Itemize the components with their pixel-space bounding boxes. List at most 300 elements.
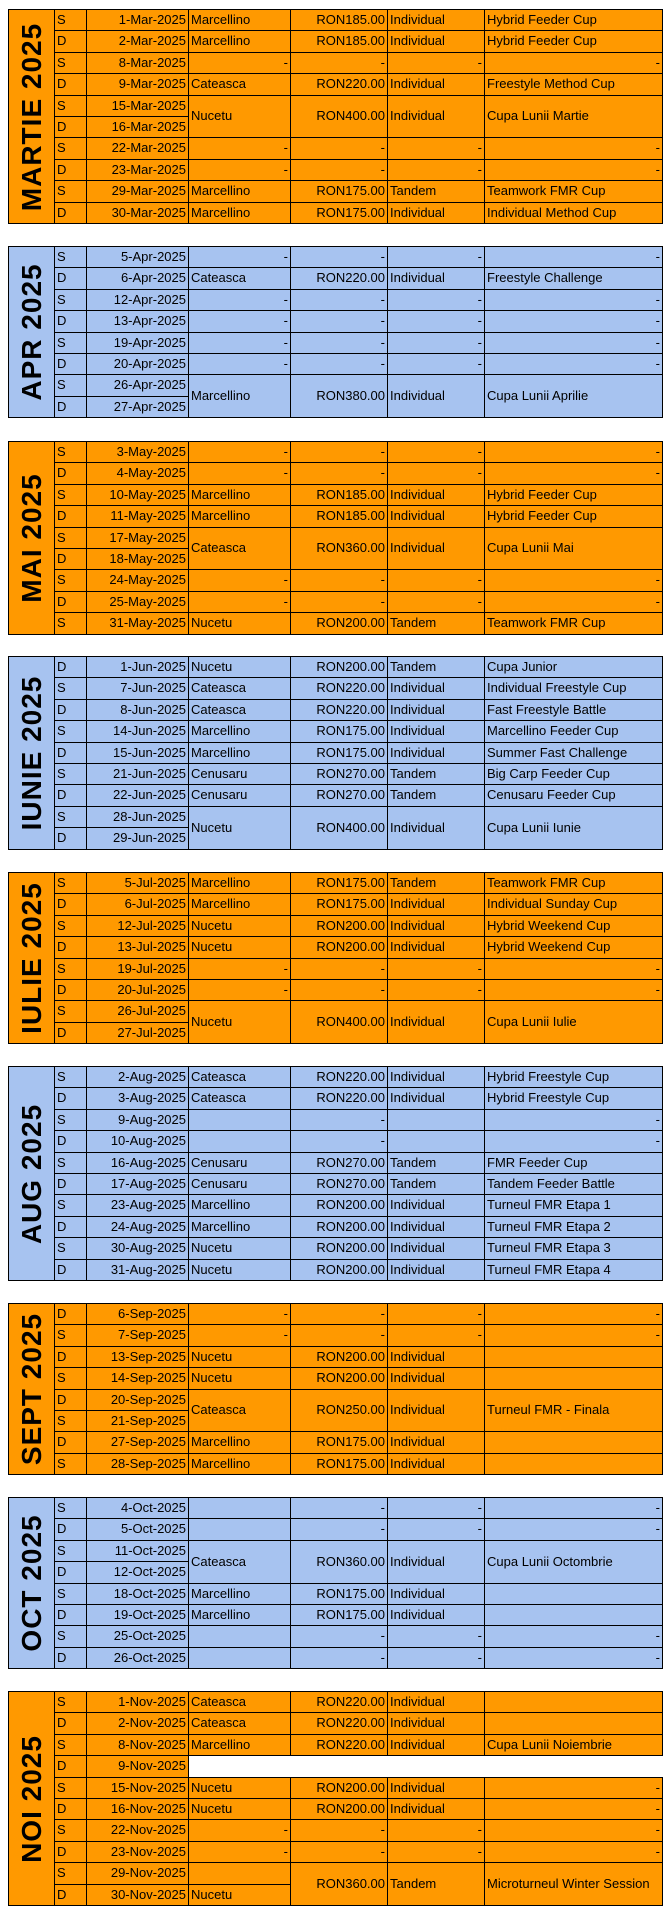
event-cell: Cenusaru Feeder Cup	[485, 785, 663, 806]
day-cell: S	[55, 806, 87, 827]
fee-cell: RON400.00	[291, 95, 388, 138]
event-cell: Teamwork FMR Cup	[485, 873, 663, 894]
table-row	[9, 1131, 663, 1152]
table-row	[9, 613, 663, 634]
event-cell: -	[485, 1498, 663, 1519]
type-cell: Individual	[388, 1799, 485, 1820]
location-cell: Nucetu	[189, 806, 291, 849]
date-cell: 11-Oct-2025	[87, 1540, 189, 1561]
schedule-table	[8, 1066, 663, 1281]
location-cell: Cateasca	[189, 268, 291, 289]
table-row	[9, 1109, 663, 1130]
event-cell	[485, 1713, 663, 1734]
table-row	[9, 1346, 663, 1367]
location-cell: -	[189, 1325, 291, 1346]
table-row	[9, 591, 663, 612]
event-cell: -	[485, 1131, 663, 1152]
table-row	[9, 721, 663, 742]
event-cell: Cupa Lunii Iunie	[485, 806, 663, 849]
fee-cell: RON175.00	[291, 1432, 388, 1453]
day-cell: S	[55, 1109, 87, 1130]
date-cell: 10-May-2025	[87, 484, 189, 505]
fee-cell: RON185.00	[291, 31, 388, 52]
day-cell: S	[55, 484, 87, 505]
table-row	[9, 1820, 663, 1841]
date-cell: 16-Nov-2025	[87, 1799, 189, 1820]
location-cell: Marcellino	[189, 894, 291, 915]
day-cell: S	[55, 1238, 87, 1259]
location-cell	[189, 1109, 291, 1130]
table-row	[9, 1216, 663, 1237]
location-cell: Nucetu	[189, 1259, 291, 1280]
month-block	[8, 1497, 662, 1669]
date-cell: 3-Aug-2025	[87, 1088, 189, 1109]
type-cell: Individual	[388, 31, 485, 52]
type-cell: Individual	[388, 1067, 485, 1088]
table-row	[9, 1647, 663, 1668]
fee-cell: -	[291, 354, 388, 375]
day-cell: D	[55, 1216, 87, 1237]
table-row	[9, 1626, 663, 1647]
location-cell: Cateasca	[189, 678, 291, 699]
event-cell: -	[485, 1777, 663, 1798]
event-cell	[485, 1368, 663, 1389]
day-cell: D	[55, 202, 87, 223]
table-row	[9, 1453, 663, 1474]
day-cell: D	[55, 894, 87, 915]
event-cell: Hybrid Feeder Cup	[485, 10, 663, 31]
date-cell: 27-Sep-2025	[87, 1432, 189, 1453]
day-cell: S	[55, 678, 87, 699]
fee-cell: RON270.00	[291, 1174, 388, 1195]
location-cell: -	[189, 289, 291, 310]
date-cell: 29-Jun-2025	[87, 828, 189, 849]
table-row	[9, 678, 663, 699]
day-cell: S	[55, 138, 87, 159]
month-label	[9, 1498, 55, 1669]
fee-cell: -	[291, 570, 388, 591]
day-cell: S	[55, 1067, 87, 1088]
type-cell: Individual	[388, 375, 485, 418]
month-title: SEPT 2025	[15, 1313, 47, 1466]
fee-cell: -	[291, 958, 388, 979]
table-row	[9, 74, 663, 95]
fee-cell: RON360.00	[291, 1540, 388, 1583]
fee-cell: RON175.00	[291, 742, 388, 763]
location-cell: -	[189, 332, 291, 353]
month-label	[9, 247, 55, 418]
event-cell: FMR Feeder Cup	[485, 1152, 663, 1173]
date-cell: 12-Jul-2025	[87, 915, 189, 936]
event-cell: -	[485, 570, 663, 591]
table-row	[9, 1174, 663, 1195]
event-cell: -	[485, 332, 663, 353]
month-label	[9, 10, 55, 224]
table-row	[9, 570, 663, 591]
type-cell: -	[388, 1325, 485, 1346]
location-cell	[189, 1647, 291, 1668]
event-cell: -	[485, 1647, 663, 1668]
date-cell: 5-Apr-2025	[87, 247, 189, 268]
location-cell: -	[189, 354, 291, 375]
fee-cell: -	[291, 1626, 388, 1647]
month-label	[9, 657, 55, 850]
event-cell: Big Carp Feeder Cup	[485, 764, 663, 785]
schedule-table	[8, 872, 663, 1044]
date-cell: 29-Nov-2025	[87, 1863, 189, 1884]
date-cell: 23-Aug-2025	[87, 1195, 189, 1216]
type-cell: -	[388, 1498, 485, 1519]
day-cell: D	[55, 117, 87, 138]
date-cell: 4-Oct-2025	[87, 1498, 189, 1519]
date-cell: 21-Jun-2025	[87, 764, 189, 785]
day-cell: D	[55, 657, 87, 678]
location-cell	[189, 1498, 291, 1519]
table-row	[9, 527, 663, 548]
event-cell: Cupa Lunii Mai	[485, 527, 663, 570]
event-cell: Turneul FMR Etapa 3	[485, 1238, 663, 1259]
fee-cell: RON360.00	[291, 527, 388, 570]
date-cell: 30-Nov-2025	[87, 1884, 189, 1905]
type-cell: -	[388, 1304, 485, 1325]
table-row	[9, 1498, 663, 1519]
fee-cell: RON185.00	[291, 506, 388, 527]
location-cell: Nucetu	[189, 1368, 291, 1389]
month-label	[9, 1692, 55, 1906]
location-cell: -	[189, 1304, 291, 1325]
event-cell: -	[485, 289, 663, 310]
month-label	[9, 873, 55, 1044]
event-cell: -	[485, 1325, 663, 1346]
table-row	[9, 1304, 663, 1325]
day-cell: S	[55, 1453, 87, 1474]
type-cell: Individual	[388, 10, 485, 31]
schedule-table	[8, 1691, 663, 1906]
date-cell: 26-Oct-2025	[87, 1647, 189, 1668]
date-cell: 30-Mar-2025	[87, 202, 189, 223]
location-cell: Marcellino	[189, 484, 291, 505]
date-cell: 18-May-2025	[87, 549, 189, 570]
day-cell: S	[55, 1152, 87, 1173]
location-cell: Marcellino	[189, 181, 291, 202]
day-cell: D	[55, 1389, 87, 1410]
event-cell: Teamwork FMR Cup	[485, 181, 663, 202]
day-cell: S	[55, 332, 87, 353]
table-row	[9, 332, 663, 353]
fee-cell: RON220.00	[291, 1088, 388, 1109]
schedule-table	[8, 246, 663, 418]
event-cell: -	[485, 1799, 663, 1820]
type-cell: -	[388, 442, 485, 463]
location-cell: -	[189, 138, 291, 159]
fee-cell: -	[291, 52, 388, 73]
event-cell: -	[485, 1304, 663, 1325]
date-cell: 7-Jun-2025	[87, 678, 189, 699]
date-cell: 18-Oct-2025	[87, 1583, 189, 1604]
table-row	[9, 375, 663, 396]
type-cell: -	[388, 1820, 485, 1841]
date-cell: 2-Mar-2025	[87, 31, 189, 52]
day-cell: S	[55, 1626, 87, 1647]
fee-cell: RON200.00	[291, 1777, 388, 1798]
event-cell: Cupa Lunii Iulie	[485, 1001, 663, 1044]
type-cell: Tandem	[388, 613, 485, 634]
fee-cell: -	[291, 1820, 388, 1841]
date-cell: 22-Nov-2025	[87, 1820, 189, 1841]
event-cell: Hybrid Feeder Cup	[485, 484, 663, 505]
date-cell: 25-Oct-2025	[87, 1626, 189, 1647]
location-cell: Cateasca	[189, 527, 291, 570]
table-row	[9, 1088, 663, 1109]
location-cell: Nucetu	[189, 657, 291, 678]
day-cell: S	[55, 442, 87, 463]
fee-cell: RON175.00	[291, 181, 388, 202]
fee-cell: RON175.00	[291, 721, 388, 742]
type-cell: -	[388, 1647, 485, 1668]
day-cell: S	[55, 375, 87, 396]
table-row	[9, 742, 663, 763]
event-cell: Cupa Lunii Octombrie	[485, 1540, 663, 1583]
type-cell: Tandem	[388, 181, 485, 202]
table-row	[9, 159, 663, 180]
table-row	[9, 484, 663, 505]
table-row	[9, 202, 663, 223]
month-title: MARTIE 2025	[15, 22, 47, 211]
day-cell: D	[55, 506, 87, 527]
event-cell: Tandem Feeder Battle	[485, 1174, 663, 1195]
type-cell: Individual	[388, 721, 485, 742]
event-cell: -	[485, 1626, 663, 1647]
fee-cell: RON175.00	[291, 873, 388, 894]
date-cell: 7-Sep-2025	[87, 1325, 189, 1346]
event-cell: Hybrid Weekend Cup	[485, 937, 663, 958]
location-cell: Marcellino	[189, 202, 291, 223]
location-cell: Marcellino	[189, 375, 291, 418]
event-cell: Microturneul Winter Session	[485, 1863, 663, 1906]
table-row	[9, 268, 663, 289]
type-cell: -	[388, 138, 485, 159]
type-cell: Individual	[388, 1583, 485, 1604]
schedule-table	[8, 1497, 663, 1669]
date-cell: 9-Mar-2025	[87, 74, 189, 95]
location-cell: Nucetu	[189, 937, 291, 958]
table-row	[9, 1238, 663, 1259]
location-cell: Nucetu	[189, 1346, 291, 1367]
type-cell: Individual	[388, 74, 485, 95]
date-cell: 20-Apr-2025	[87, 354, 189, 375]
type-cell: Individual	[388, 202, 485, 223]
fee-cell: -	[291, 463, 388, 484]
date-cell: 14-Sep-2025	[87, 1368, 189, 1389]
event-cell: Individual Freestyle Cup	[485, 678, 663, 699]
location-cell: -	[189, 52, 291, 73]
date-cell: 20-Jul-2025	[87, 980, 189, 1001]
day-cell: S	[55, 958, 87, 979]
table-row	[9, 1368, 663, 1389]
type-cell: Individual	[388, 1088, 485, 1109]
month-title: NOI 2025	[15, 1734, 47, 1863]
fee-cell: RON400.00	[291, 806, 388, 849]
event-cell: Fast Freestyle Battle	[485, 699, 663, 720]
location-cell: Cenusaru	[189, 764, 291, 785]
type-cell	[388, 1131, 485, 1152]
table-row	[9, 247, 663, 268]
table-row	[9, 785, 663, 806]
fee-cell: -	[291, 442, 388, 463]
event-cell: -	[485, 442, 663, 463]
table-row	[9, 1067, 663, 1088]
date-cell: 30-Aug-2025	[87, 1238, 189, 1259]
date-cell: 28-Sep-2025	[87, 1453, 189, 1474]
day-cell: D	[55, 463, 87, 484]
event-cell: -	[485, 247, 663, 268]
date-cell: 19-Apr-2025	[87, 332, 189, 353]
date-cell: 13-Jul-2025	[87, 937, 189, 958]
date-cell: 2-Nov-2025	[87, 1713, 189, 1734]
day-cell: D	[55, 591, 87, 612]
event-cell	[485, 1692, 663, 1713]
event-cell: -	[485, 1841, 663, 1862]
day-cell: D	[55, 31, 87, 52]
month-title: AUG 2025	[15, 1103, 47, 1244]
fee-cell: RON200.00	[291, 1238, 388, 1259]
fee-cell: RON220.00	[291, 1713, 388, 1734]
day-cell: S	[55, 52, 87, 73]
date-cell: 1-Jun-2025	[87, 657, 189, 678]
location-cell: Marcellino	[189, 1605, 291, 1626]
date-cell: 8-Mar-2025	[87, 52, 189, 73]
fee-cell: RON270.00	[291, 764, 388, 785]
event-cell: Summer Fast Challenge	[485, 742, 663, 763]
month-label	[9, 1067, 55, 1281]
fee-cell: -	[291, 1131, 388, 1152]
table-row	[9, 10, 663, 31]
location-cell: Marcellino	[189, 1453, 291, 1474]
fee-cell: -	[291, 1519, 388, 1540]
day-cell: S	[55, 10, 87, 31]
type-cell: -	[388, 52, 485, 73]
month-block	[8, 1691, 662, 1906]
location-cell: Marcellino	[189, 1216, 291, 1237]
event-cell: Hybrid Weekend Cup	[485, 915, 663, 936]
day-cell: S	[55, 1498, 87, 1519]
day-cell: S	[55, 721, 87, 742]
location-cell: Cateasca	[189, 1088, 291, 1109]
table-row	[9, 1841, 663, 1862]
type-cell: Individual	[388, 506, 485, 527]
table-row	[9, 1734, 663, 1755]
location-cell: Nucetu	[189, 1777, 291, 1798]
event-cell: Individual Method Cup	[485, 202, 663, 223]
date-cell: 15-Mar-2025	[87, 95, 189, 116]
date-cell: 26-Apr-2025	[87, 375, 189, 396]
table-row	[9, 1692, 663, 1713]
day-cell: S	[55, 873, 87, 894]
type-cell: Tandem	[388, 657, 485, 678]
type-cell: Individual	[388, 1389, 485, 1432]
event-cell: Freestyle Method Cup	[485, 74, 663, 95]
type-cell: -	[388, 159, 485, 180]
location-cell: -	[189, 980, 291, 1001]
event-cell: Turneul FMR - Finala	[485, 1389, 663, 1432]
event-cell: -	[485, 354, 663, 375]
type-cell: Individual	[388, 1259, 485, 1280]
day-cell: S	[55, 289, 87, 310]
table-row	[9, 1325, 663, 1346]
type-cell: -	[388, 1519, 485, 1540]
fee-cell: RON200.00	[291, 937, 388, 958]
day-cell: D	[55, 980, 87, 1001]
date-cell: 6-Apr-2025	[87, 268, 189, 289]
day-cell: D	[55, 396, 87, 417]
fee-cell: RON175.00	[291, 202, 388, 223]
day-cell: D	[55, 159, 87, 180]
event-cell: -	[485, 52, 663, 73]
event-cell: Cupa Junior	[485, 657, 663, 678]
month-label	[9, 442, 55, 635]
date-cell: 8-Nov-2025	[87, 1734, 189, 1755]
location-cell: Cateasca	[189, 1692, 291, 1713]
event-cell: -	[485, 1109, 663, 1130]
table-row	[9, 463, 663, 484]
day-cell: S	[55, 1540, 87, 1561]
date-cell: 27-Apr-2025	[87, 396, 189, 417]
type-cell: -	[388, 332, 485, 353]
location-cell: -	[189, 958, 291, 979]
schedule-table	[8, 441, 663, 635]
fee-cell: RON175.00	[291, 1605, 388, 1626]
fee-cell: RON200.00	[291, 1346, 388, 1367]
month-block	[8, 9, 662, 224]
day-cell: D	[55, 1174, 87, 1195]
location-cell: Cateasca	[189, 1540, 291, 1583]
type-cell: Individual	[388, 742, 485, 763]
day-cell: S	[55, 1734, 87, 1755]
fee-cell: RON200.00	[291, 1195, 388, 1216]
location-cell: Nucetu	[189, 1799, 291, 1820]
day-cell: S	[55, 181, 87, 202]
day-cell: D	[55, 1131, 87, 1152]
type-cell: Individual	[388, 268, 485, 289]
table-row	[9, 1519, 663, 1540]
table-row	[9, 506, 663, 527]
day-cell: S	[55, 1777, 87, 1798]
event-cell	[485, 1583, 663, 1604]
type-cell: -	[388, 980, 485, 1001]
type-cell: -	[388, 354, 485, 375]
fee-cell: RON220.00	[291, 678, 388, 699]
day-cell: S	[55, 1692, 87, 1713]
location-cell: -	[189, 1841, 291, 1862]
event-cell: Hybrid Freestyle Cup	[485, 1067, 663, 1088]
date-cell: 28-Jun-2025	[87, 806, 189, 827]
date-cell: 6-Sep-2025	[87, 1304, 189, 1325]
date-cell: 19-Oct-2025	[87, 1605, 189, 1626]
location-cell: Marcellino	[189, 506, 291, 527]
event-cell: -	[485, 1820, 663, 1841]
fee-cell: RON185.00	[291, 484, 388, 505]
event-cell: Teamwork FMR Cup	[485, 613, 663, 634]
fee-cell: RON220.00	[291, 74, 388, 95]
fee-cell: RON220.00	[291, 1734, 388, 1755]
day-cell: D	[55, 1756, 87, 1777]
type-cell: Individual	[388, 1216, 485, 1237]
date-cell: 21-Sep-2025	[87, 1411, 189, 1432]
date-cell: 10-Aug-2025	[87, 1131, 189, 1152]
table-row	[9, 1863, 663, 1884]
table-row	[9, 289, 663, 310]
location-cell: Cenusaru	[189, 1152, 291, 1173]
